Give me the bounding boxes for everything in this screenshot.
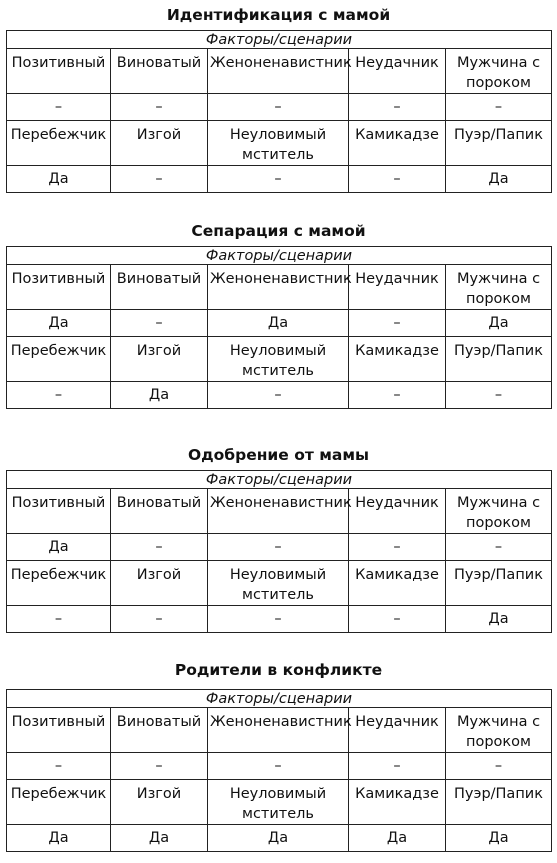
value-cell: –	[208, 534, 349, 561]
value-cell: Да	[349, 825, 446, 852]
value-cell: Да	[208, 825, 349, 852]
value-cell: –	[208, 94, 349, 121]
value-cell: Да	[7, 825, 111, 852]
header-cell: Изгой	[111, 780, 208, 825]
header-cell: Виноватый	[111, 708, 208, 753]
header-cell: Позитивный	[7, 265, 111, 310]
section-parents-conflict	[6, 655, 551, 852]
section-title: Идентификация с мамой	[166, 6, 391, 24]
header-cell: Позитивный	[7, 49, 111, 94]
header-cell: Женоненавистник	[208, 49, 349, 94]
header-cell: Женоненавистник	[208, 708, 349, 753]
value-cell: –	[111, 94, 208, 121]
table-subheader: Факторы/сценарии	[7, 690, 552, 708]
header-cell: Позитивный	[7, 708, 111, 753]
value-cell: –	[446, 534, 552, 561]
value-cell: –	[7, 606, 111, 633]
header-cell: Пуэр/Папик	[446, 561, 552, 606]
header-cell: Камикадзе	[349, 561, 446, 606]
value-cell: –	[349, 382, 446, 409]
header-cell: Неудачник	[349, 265, 446, 310]
scenario-table	[6, 30, 552, 193]
header-cell: Неуловимый мститель	[208, 121, 349, 166]
value-cell: –	[111, 606, 208, 633]
value-cell: Да	[446, 825, 552, 852]
section-title: Сепарация с мамой	[191, 222, 366, 240]
value-cell: –	[7, 382, 111, 409]
scenario-table	[6, 470, 552, 633]
value-cell: Да	[446, 606, 552, 633]
value-cell: –	[349, 606, 446, 633]
header-cell: Виноватый	[111, 265, 208, 310]
value-cell: –	[111, 753, 208, 780]
value-cell: –	[208, 166, 349, 193]
value-cell: –	[349, 94, 446, 121]
value-cell: –	[7, 753, 111, 780]
header-cell: Пуэр/Папик	[446, 780, 552, 825]
header-cell: Пуэр/Папик	[446, 337, 552, 382]
value-cell: Да	[446, 310, 552, 337]
header-cell: Пуэр/Папик	[446, 121, 552, 166]
header-cell: Неудачник	[349, 489, 446, 534]
header-cell: Перебежчик	[7, 121, 111, 166]
header-cell: Перебежчик	[7, 337, 111, 382]
header-cell: Неудачник	[349, 708, 446, 753]
value-cell: –	[111, 534, 208, 561]
section-identification	[6, 0, 551, 193]
section-approval	[6, 440, 551, 633]
header-cell: Изгой	[111, 337, 208, 382]
value-cell: –	[446, 382, 552, 409]
header-cell: Женоненавистник	[208, 265, 349, 310]
value-cell: –	[208, 753, 349, 780]
value-cell: Да	[208, 310, 349, 337]
value-cell: Да	[7, 534, 111, 561]
header-cell: Камикадзе	[349, 780, 446, 825]
value-cell: –	[349, 166, 446, 193]
header-cell: Мужчина с пороком	[446, 489, 552, 534]
section-title: Родители в конфликте	[174, 661, 383, 679]
value-cell: Да	[446, 166, 552, 193]
header-cell: Виноватый	[111, 489, 208, 534]
value-cell: Да	[7, 310, 111, 337]
header-cell: Позитивный	[7, 489, 111, 534]
header-cell: Мужчина с пороком	[446, 265, 552, 310]
value-cell: –	[349, 310, 446, 337]
header-cell: Неуловимый мститель	[208, 780, 349, 825]
section-title: Одобрение от мамы	[187, 446, 370, 464]
header-cell: Изгой	[111, 561, 208, 606]
header-cell: Неуловимый мститель	[208, 561, 349, 606]
header-cell: Изгой	[111, 121, 208, 166]
table-subheader: Факторы/сценарии	[7, 247, 552, 265]
value-cell: –	[111, 166, 208, 193]
section-separation	[6, 216, 551, 409]
header-cell: Перебежчик	[7, 561, 111, 606]
header-cell: Мужчина с пороком	[446, 49, 552, 94]
value-cell: Да	[7, 166, 111, 193]
value-cell: –	[349, 753, 446, 780]
value-cell: –	[111, 310, 208, 337]
header-cell: Неудачник	[349, 49, 446, 94]
value-cell: –	[446, 94, 552, 121]
header-cell: Мужчина с пороком	[446, 708, 552, 753]
table-subheader: Факторы/сценарии	[7, 31, 552, 49]
scenario-table	[6, 689, 552, 852]
header-cell: Камикадзе	[349, 121, 446, 166]
table-subheader: Факторы/сценарии	[7, 471, 552, 489]
value-cell: –	[446, 753, 552, 780]
header-cell: Перебежчик	[7, 780, 111, 825]
header-cell: Виноватый	[111, 49, 208, 94]
scenario-table	[6, 246, 552, 409]
value-cell: Да	[111, 825, 208, 852]
value-cell: –	[7, 94, 111, 121]
value-cell: –	[208, 606, 349, 633]
value-cell: –	[349, 534, 446, 561]
header-cell: Камикадзе	[349, 337, 446, 382]
header-cell: Женоненавистник	[208, 489, 349, 534]
value-cell: Да	[111, 382, 208, 409]
value-cell: –	[208, 382, 349, 409]
header-cell: Неуловимый мститель	[208, 337, 349, 382]
